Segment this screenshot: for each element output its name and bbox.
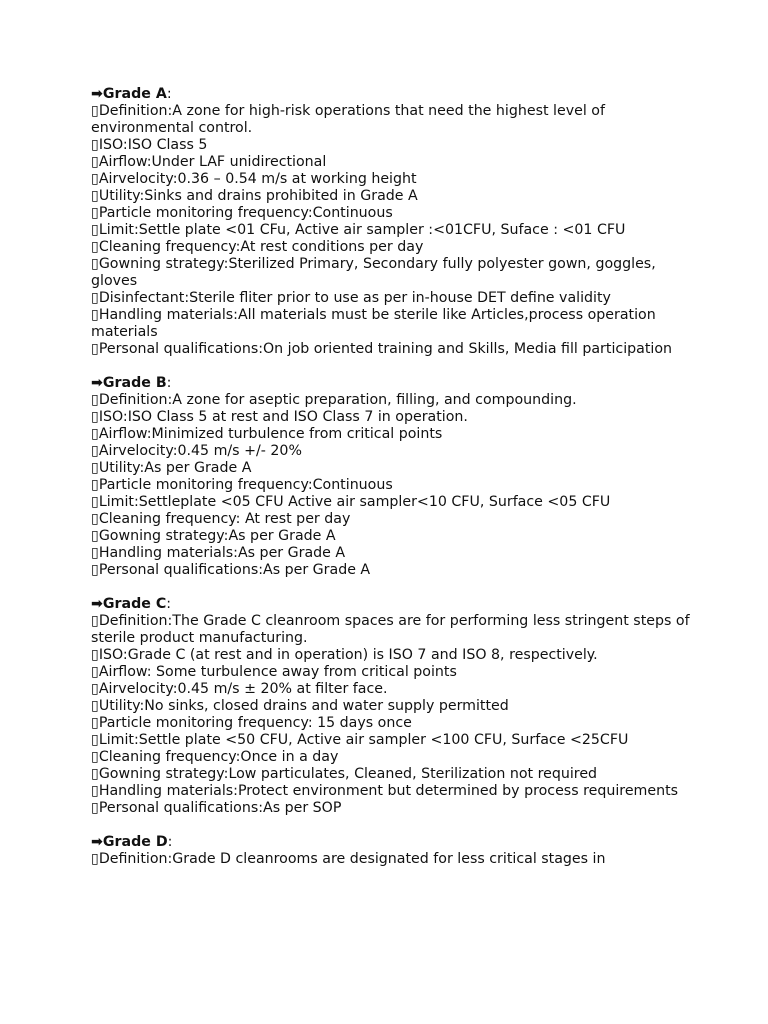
- list-item: [91, 800, 691, 817]
- item-text: Airflow:Under LAF unidirectional: [98, 154, 327, 170]
- arrow-icon: ➡: [91, 834, 103, 850]
- missing-glyph-icon: ▯: [91, 494, 99, 510]
- missing-glyph-icon: ▯: [91, 290, 99, 306]
- heading-label: Grade A: [102, 86, 167, 102]
- list-item: [91, 732, 691, 749]
- arrow-icon: ➡: [91, 375, 103, 391]
- section-heading: [91, 86, 691, 103]
- missing-glyph-icon: ▯: [91, 256, 99, 272]
- missing-glyph-icon: ▯: [91, 188, 99, 204]
- item-text: Utility:As per Grade A: [98, 460, 252, 476]
- item-text: Personal qualifications:As per SOP: [98, 800, 342, 816]
- item-text: ISO:ISO Class 5 at rest and ISO Class 7 in operation.: [98, 409, 468, 425]
- list-item: [91, 171, 691, 188]
- heading-label: Grade B: [102, 375, 167, 391]
- item-text: Handling materials:As per Grade A: [98, 545, 346, 561]
- item-text: Limit:Settle plate <50 CFU, Active air sampler <100 CFU, Surface <25CFU: [98, 732, 629, 748]
- missing-glyph-icon: ▯: [91, 613, 99, 629]
- item-text: Airvelocity:0.36 – 0.54 m/s at working height: [98, 171, 417, 187]
- missing-glyph-icon: ▯: [91, 239, 99, 255]
- list-item: [91, 392, 691, 409]
- item-text: Particle monitoring frequency:Continuous: [98, 205, 393, 221]
- list-item: [91, 409, 691, 426]
- missing-glyph-icon: ▯: [91, 851, 99, 867]
- list-item: [91, 443, 691, 460]
- item-text: Airvelocity:0.45 m/s +/- 20%: [98, 443, 302, 459]
- item-text: Handling materials:Protect environment but determined by process requirements: [98, 783, 679, 799]
- item-text: Particle monitoring frequency:Continuous: [98, 477, 393, 493]
- missing-glyph-icon: ▯: [91, 443, 99, 459]
- section-heading: [91, 375, 691, 392]
- list-item: [91, 460, 691, 477]
- heading-colon: :: [166, 375, 172, 391]
- missing-glyph-icon: ▯: [91, 511, 99, 527]
- document-page: [91, 86, 691, 868]
- list-item: [91, 239, 691, 256]
- list-item: [91, 698, 691, 715]
- list-item: [91, 188, 691, 205]
- section-heading: [91, 596, 691, 613]
- missing-glyph-icon: ▯: [91, 766, 99, 782]
- item-text: Limit:Settle plate <01 CFu, Active air sampler :<01CFU, Suface : <01 CFU: [98, 222, 626, 238]
- missing-glyph-icon: ▯: [91, 545, 99, 561]
- item-text: Utility:No sinks, closed drains and water supply permitted: [98, 698, 509, 714]
- list-item: [91, 766, 691, 783]
- list-item: [91, 154, 691, 171]
- list-item: [91, 290, 691, 307]
- section-heading: [91, 834, 691, 851]
- list-item: [91, 715, 691, 732]
- list-item: [91, 664, 691, 681]
- item-text: Cleaning frequency:Once in a day: [98, 749, 339, 765]
- list-item: [91, 562, 691, 579]
- missing-glyph-icon: ▯: [91, 528, 99, 544]
- missing-glyph-icon: ▯: [91, 647, 99, 663]
- list-item: [91, 205, 691, 222]
- heading-colon: :: [166, 86, 172, 102]
- arrow-icon: ➡: [91, 596, 103, 612]
- item-text: Particle monitoring frequency: 15 days once: [98, 715, 412, 731]
- missing-glyph-icon: ▯: [91, 460, 99, 476]
- missing-glyph-icon: ▯: [91, 800, 99, 816]
- item-text: Gowning strategy:Sterilized Primary, Secondary fully polyester gown, goggles, gloves: [91, 256, 656, 289]
- missing-glyph-icon: ▯: [91, 715, 99, 731]
- list-item: [91, 426, 691, 443]
- missing-glyph-icon: ▯: [91, 749, 99, 765]
- heading-label: Grade D: [102, 834, 168, 850]
- missing-glyph-icon: ▯: [91, 562, 99, 578]
- item-text: Definition:The Grade C cleanroom spaces are for performing less stringent steps of sterile product manufacturing.: [91, 613, 690, 646]
- missing-glyph-icon: ▯: [91, 732, 99, 748]
- missing-glyph-icon: ▯: [91, 205, 99, 221]
- item-text: Limit:Settleplate <05 CFU Active air sampler<10 CFU, Surface <05 CFU: [98, 494, 611, 510]
- item-text: Gowning strategy:As per Grade A: [98, 528, 336, 544]
- item-text: Cleaning frequency: At rest per day: [98, 511, 351, 527]
- missing-glyph-icon: ▯: [91, 222, 99, 238]
- missing-glyph-icon: ▯: [91, 103, 99, 119]
- list-item: [91, 851, 691, 868]
- missing-glyph-icon: ▯: [91, 698, 99, 714]
- list-item: [91, 511, 691, 528]
- list-item: [91, 545, 691, 562]
- item-text: Airflow:Minimized turbulence from critical points: [98, 426, 443, 442]
- list-item: [91, 222, 691, 239]
- missing-glyph-icon: ▯: [91, 341, 99, 357]
- item-text: Definition:Grade D cleanrooms are designated for less critical stages in: [98, 851, 606, 867]
- list-item: [91, 783, 691, 800]
- missing-glyph-icon: ▯: [91, 137, 99, 153]
- item-text: Definition:A zone for high-risk operations that need the highest level of environmental control.: [91, 103, 605, 136]
- arrow-icon: ➡: [91, 86, 103, 102]
- list-item: [91, 647, 691, 664]
- missing-glyph-icon: ▯: [91, 307, 99, 323]
- list-item: [91, 341, 691, 358]
- item-text: Personal qualifications:As per Grade A: [98, 562, 371, 578]
- item-text: Personal qualifications:On job oriented training and Skills, Media fill participation: [98, 341, 673, 357]
- grade-c-section: [91, 596, 691, 817]
- item-text: ISO:Grade C (at rest and in operation) is ISO 7 and ISO 8, respectively.: [98, 647, 598, 663]
- list-item: [91, 681, 691, 698]
- item-text: Airvelocity:0.45 m/s ± 20% at filter face.: [98, 681, 388, 697]
- item-text: Cleaning frequency:At rest conditions per day: [98, 239, 424, 255]
- item-text: Utility:Sinks and drains prohibited in Grade A: [98, 188, 418, 204]
- missing-glyph-icon: ▯: [91, 171, 99, 187]
- missing-glyph-icon: ▯: [91, 409, 99, 425]
- grade-b-section: [91, 375, 691, 579]
- heading-label: Grade C: [102, 596, 167, 612]
- missing-glyph-icon: ▯: [91, 477, 99, 493]
- missing-glyph-icon: ▯: [91, 783, 99, 799]
- list-item: [91, 137, 691, 154]
- item-text: Airflow: Some turbulence away from critical points: [98, 664, 457, 680]
- heading-colon: :: [166, 596, 172, 612]
- list-item: [91, 749, 691, 766]
- item-text: ISO:ISO Class 5: [98, 137, 208, 153]
- missing-glyph-icon: ▯: [91, 154, 99, 170]
- list-item: [91, 494, 691, 511]
- missing-glyph-icon: ▯: [91, 681, 99, 697]
- grade-d-section: [91, 834, 691, 868]
- heading-colon: :: [167, 834, 173, 850]
- item-text: Gowning strategy:Low particulates, Cleaned, Sterilization not required: [98, 766, 598, 782]
- list-item: [91, 477, 691, 494]
- list-item: [91, 256, 691, 290]
- list-item: [91, 307, 691, 341]
- grade-a-section: [91, 86, 691, 358]
- missing-glyph-icon: ▯: [91, 392, 99, 408]
- item-text: Definition:A zone for aseptic preparation, filling, and compounding.: [98, 392, 577, 408]
- list-item: [91, 103, 691, 137]
- item-text: Disinfectant:Sterile fliter prior to use as per in-house DET define validity: [98, 290, 611, 306]
- list-item: [91, 613, 691, 647]
- item-text: Handling materials:All materials must be sterile like Articles,process operation materials: [91, 307, 656, 340]
- list-item: [91, 528, 691, 545]
- missing-glyph-icon: ▯: [91, 664, 99, 680]
- missing-glyph-icon: ▯: [91, 426, 99, 442]
